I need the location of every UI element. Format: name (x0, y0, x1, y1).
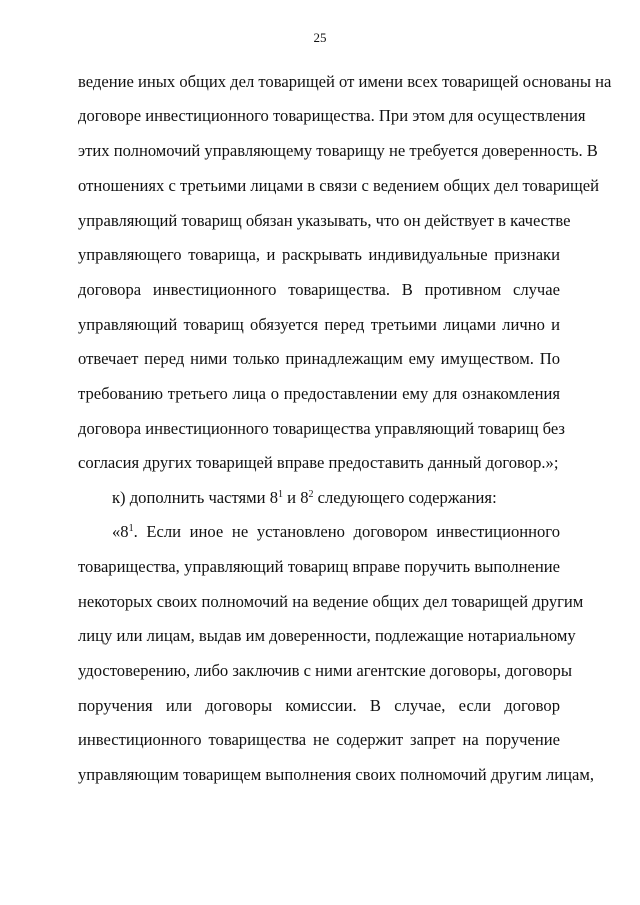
text-line: договора инвестиционного товарищества управляющий товарищ без (78, 419, 565, 438)
text-line: согласия других товарищей вправе предоставить данный договор.»; (78, 453, 559, 472)
text-line: лицу или лицам, выдав им доверенности, подлежащие нотариальному (78, 626, 576, 645)
text-line: удостоверению, либо заключив с ними агентские договоры, договоры (78, 661, 572, 680)
text-line: некоторых своих полномочий на ведение общих дел товарищей другим (78, 592, 584, 611)
item-k-suffix: следующего содержания: (313, 488, 497, 507)
text-line: управляющего товарища, и раскрывать индивидуальные признаки (78, 245, 560, 264)
superscript: 1 (128, 523, 134, 534)
text-line: договоре инвестиционного товарищества. При этом для осуществления (78, 106, 586, 125)
text-line: управляющий товарищ обязан указывать, что он действует в качестве (78, 211, 571, 230)
item-k-line (112, 488, 560, 508)
item-k-prefix: к) дополнить частями 8 (112, 488, 279, 507)
superscript: 2 (308, 489, 314, 500)
text-line: требованию третьего лица о предоставлении ему для ознакомления (78, 384, 560, 403)
text-line: договора инвестиционного товарищества. В противном случае (78, 280, 560, 299)
text-line: этих полномочий управляющему товарищу не требуется доверенность. В (78, 141, 598, 160)
text-line: управляющий товарищ обязуется перед третьими лицами лично и (78, 315, 560, 334)
text-line: товарищества, управляющий товарищ вправе поручить выполнение (78, 557, 560, 576)
part-8-1-first-line-rest: . Если иное не установлено договором инвестиционного (133, 522, 560, 541)
text-line: ведение иных общих дел товарищей от имени всех товарищей основаны на (78, 72, 612, 91)
text-line: управляющим товарищем выполнения своих полномочий другим лицам, (78, 765, 595, 784)
text-line: отношениях с третьими лицами в связи с ведением общих дел товарищей (78, 176, 600, 195)
part-8-1-open: «8 (112, 522, 129, 541)
page-number: 25 (313, 30, 327, 45)
superscript: 1 (278, 489, 284, 500)
text-line: отвечает перед ними только принадлежащим ему имуществом. По (78, 349, 560, 368)
part-8-1-first-line (112, 522, 560, 542)
text-line: инвестиционного товарищества не содержит запрет на поручение (78, 730, 560, 749)
item-k-middle: и 8 (283, 488, 309, 507)
text-line: поручения или договоры комиссии. В случае, если договор (78, 696, 560, 715)
